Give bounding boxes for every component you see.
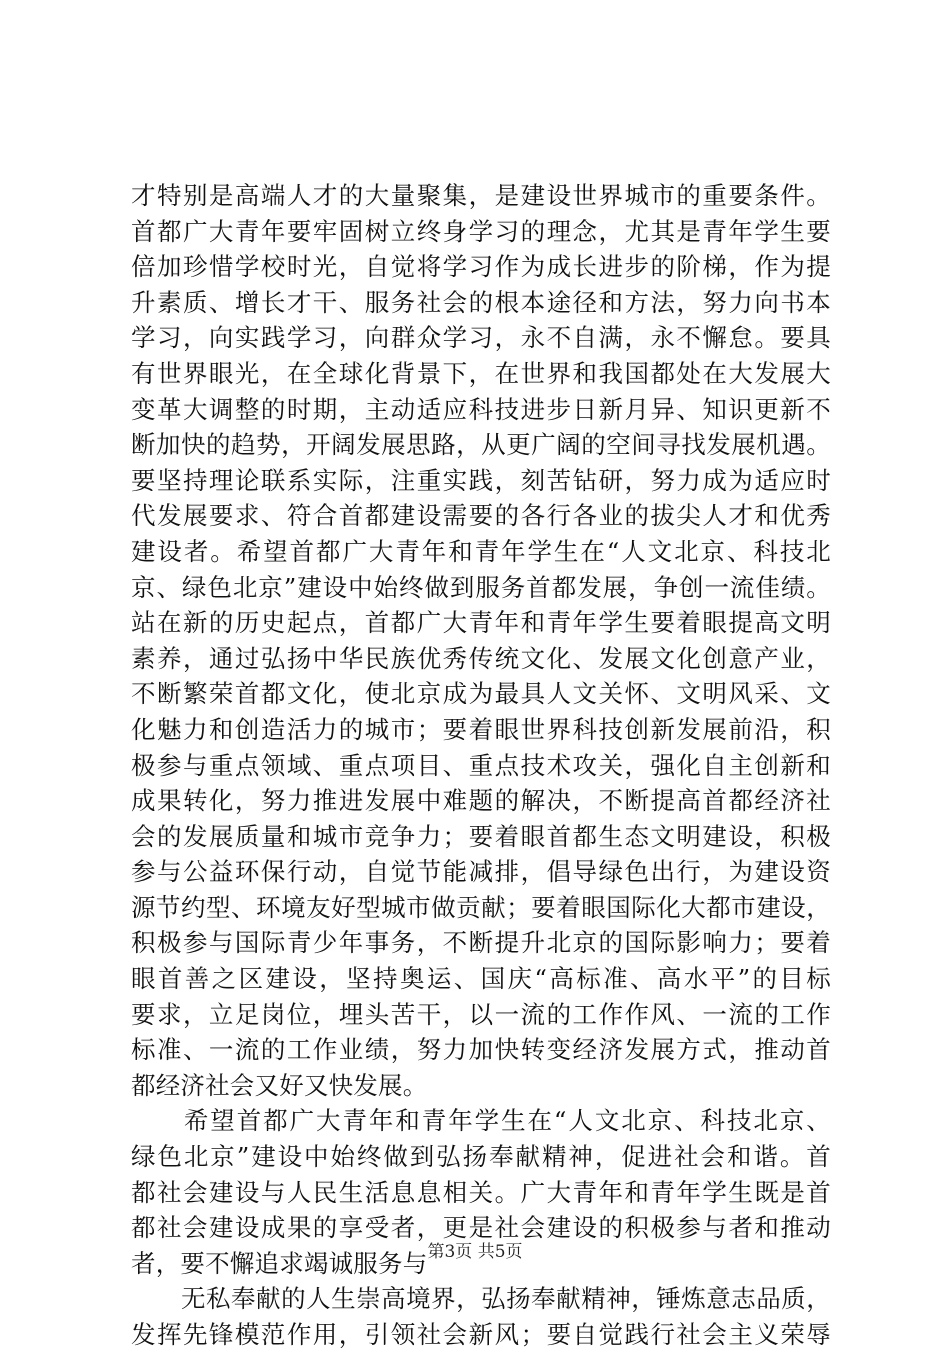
text-line: 不断繁荣首都文化，使北京成为最具人文关怀、文明风采、文 [131,679,831,709]
text-line: 源节约型、环境友好型城市做贡献；要着眼国际化大都市建设， [131,892,831,922]
text-line: 会的发展质量和城市竞争力；要着眼首都生态文明建设，积极 [131,821,831,851]
body-text [131,178,831,1353]
text-line: 有世界眼光，在全球化背景下，在世界和我国都处在大发展大 [131,358,831,388]
text-line: 参与公益环保行动，自觉节能减排，倡导绿色出行，为建设资 [131,857,831,887]
text-line: 京、绿色北京”建设中始终做到服务首都发展，争创一流佳绩。 [131,572,831,602]
text-line: 化魅力和创造活力的城市；要着眼世界科技创新发展前沿，积 [131,714,831,744]
text-line: 建设者。希望首都广大青年和青年学生在“人文北京、科技北 [131,536,831,566]
text-line: 升素质、增长才干、服务社会的根本途径和方法，努力向书本 [131,287,831,317]
text-line: 要坚持理论联系实际，注重实践，刻苦钻研，努力成为适应时 [131,465,831,495]
text-line: 变革大调整的时期，主动适应科技进步日新月异、知识更新不 [131,394,831,424]
text-line: 者，要不懈追求竭诚服务与 [131,1248,428,1278]
text-line: 断加快的趋势，开阔发展思路，从更广阔的空间寻找发展机遇。 [131,430,831,460]
text-line: 发挥先锋模范作用，引领社会新风；要自觉践行社会主义荣辱 [131,1320,831,1349]
text-line: 才特别是高端人才的大量聚集，是建设世界城市的重要条件。 [131,181,831,210]
text-line: 都社会建设与人民生活息息相关。广大青年和青年学生既是首 [131,1177,831,1207]
text-line: 都经济社会又好又快发展。 [131,1070,428,1100]
text-line: 倍加珍惜学校时光，自觉将学习作为成长进步的阶梯，作为提 [131,252,831,282]
text-line: 积极参与国际青少年事务，不断提升北京的国际影响力；要着 [131,928,831,958]
text-line: 代发展要求、符合首都建设需要的各行各业的拔尖人才和优秀 [131,501,831,531]
text-line: 要求，立足岗位，埋头苦干，以一流的工作作风、一流的工作 [131,999,831,1029]
text-line: 极参与重点领域、重点项目、重点技术攻关，强化自主创新和 [131,750,831,780]
text-line: 无私奉献的人生崇高境界，弘扬奉献精神，锤炼意志品质， [131,1284,831,1314]
text-line: 眼首善之区建设，坚持奥运、国庆“高标准、高水平”的目标 [131,964,831,994]
text-line: 都社会建设成果的享受者，更是社会建设的积极参与者和推动 [131,1213,831,1243]
text-line: 标准、一流的工作业绩，努力加快转变经济发展方式，推动首 [131,1035,831,1065]
text-line: 首都广大青年要牢固树立终身学习的理念，尤其是青年学生要 [131,216,831,246]
text-line: 绿色北京”建设中始终做到弘扬奉献精神，促进社会和谐。首 [131,1142,831,1172]
text-line: 站在新的历史起点，首都广大青年和青年学生要着眼提高文明 [131,608,831,638]
text-line: 成果转化，努力推进发展中难题的解决，不断提高首都经济社 [131,786,831,816]
text-line: 学习，向实践学习，向群众学习，永不自满，永不懈怠。要具 [131,323,831,353]
page-footer: 第3页 共5页 [427,1242,523,1262]
text-line: 素养，通过弘扬中华民族优秀传统文化、发展文化创意产业， [131,643,831,673]
text-line: 希望首都广大青年和青年学生在“人文北京、科技北京、 [131,1106,831,1136]
